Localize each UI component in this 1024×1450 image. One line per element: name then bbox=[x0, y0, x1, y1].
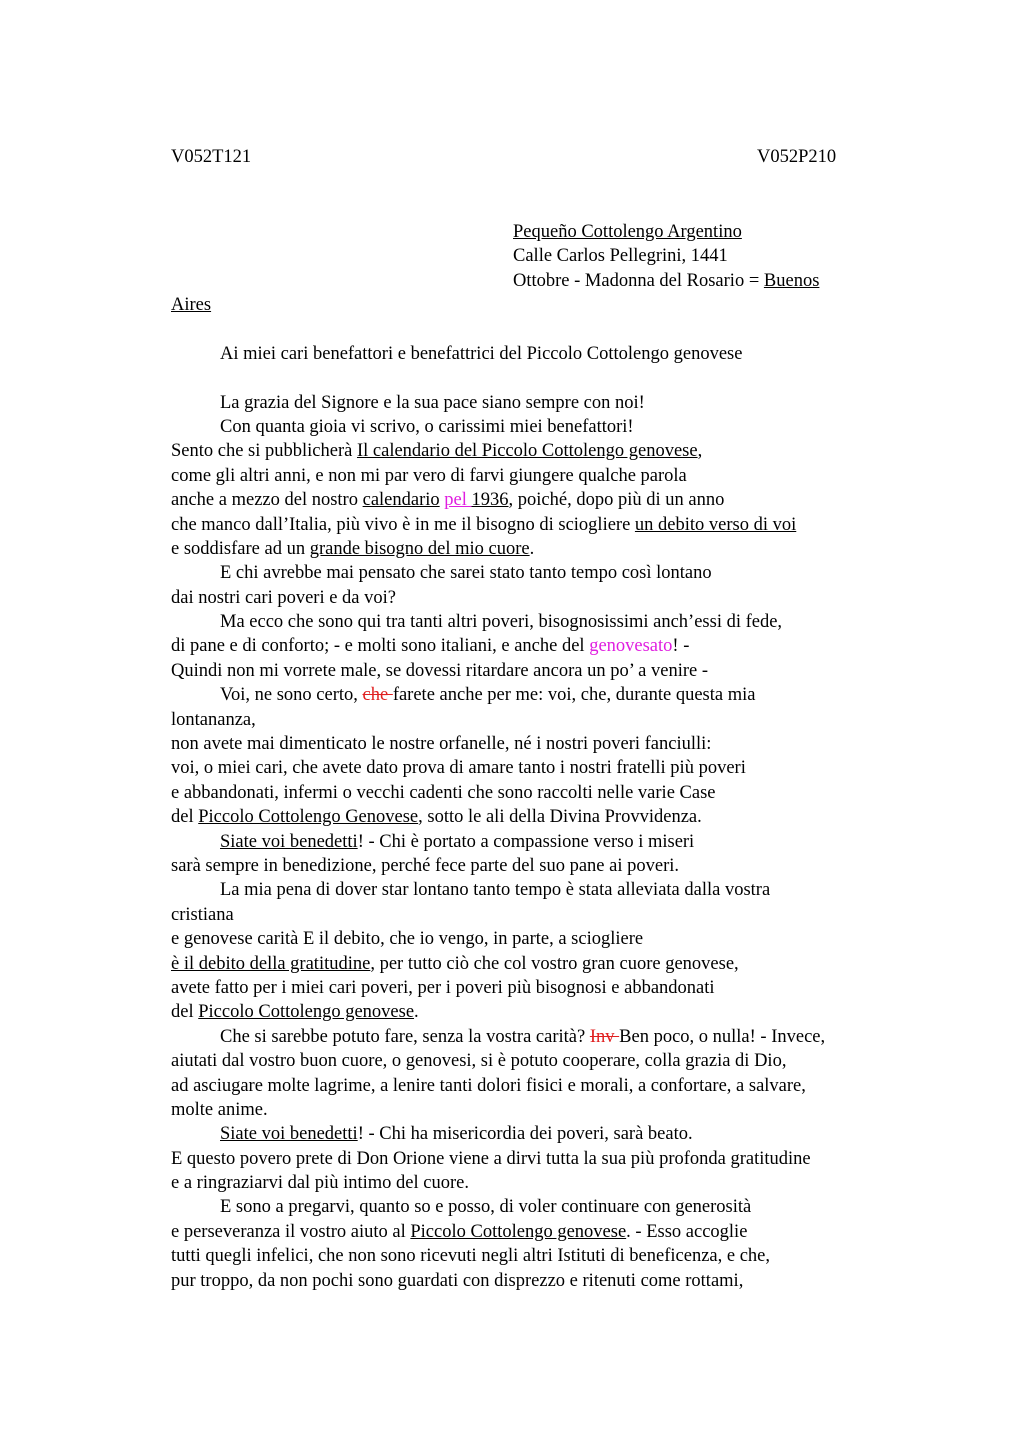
salutation: Ai miei cari benefattori e benefattrici del Piccolo Cottolengo genovese bbox=[220, 343, 743, 364]
letter-line: non avete mai dimenticato le nostre orfanelle, né i nostri poveri fanciulli: bbox=[171, 734, 712, 755]
letter-line: Ma ecco che sono qui tra tanti altri poveri, bisognosissimi anch’essi di fede, bbox=[220, 612, 783, 633]
letter-line: sarà sempre in benedizione, perché fece parte del suo pane ai poveri. bbox=[171, 855, 679, 876]
letter-body bbox=[171, 293, 931, 1293]
letter-line: e abbandonati, infermi o vecchi cadenti che sono raccolti nelle varie Case bbox=[171, 782, 716, 803]
letter-line: e a ringraziarvi dal più intimo del cuore. bbox=[171, 1173, 469, 1194]
letter-line: Siate voi benedetti! - Chi ha misericordia dei poveri, sarà beato. bbox=[220, 1124, 693, 1145]
letter-line: Con quanta gioia vi scrivo, o carissimi miei benefattori! bbox=[220, 416, 634, 437]
address-street: Calle Carlos Pellegrini, 1441 bbox=[513, 246, 728, 267]
letter-line: come gli altri anni, e non mi par vero di farvi giungere qualche parola bbox=[171, 465, 687, 486]
letter-line: del Piccolo Cottolengo Genovese, sotto le ali della Divina Provvidenza. bbox=[171, 807, 702, 828]
letter-line: La mia pena di dover star lontano tanto tempo è stata alleviata dalla vostra bbox=[220, 880, 771, 901]
letter-line: Siate voi benedetti! - Chi è portato a compassione verso i miseri bbox=[220, 831, 695, 852]
letter-line: Voi, ne sono certo, che farete anche per me: voi, che, durante questa mia bbox=[220, 685, 756, 706]
letter-line: di pane e di conforto; - e molti sono italiani, e anche del genovesato! - bbox=[171, 636, 690, 657]
letter-line: ad asciugare molte lagrime, a lenire tanti dolori fisici e morali, a confortare, a salvare, bbox=[171, 1075, 806, 1096]
letter-line: e perseveranza il vostro aiuto al Piccolo Cottolengo genovese. - Esso accoglie bbox=[171, 1221, 748, 1242]
letter-line: La grazia del Signore e la sua pace siano sempre con noi! bbox=[220, 392, 645, 413]
address-block bbox=[513, 220, 819, 293]
letter-line: Che si sarebbe potuto fare, senza la vostra carità? Inv Ben poco, o nulla! - Invece, bbox=[220, 1026, 826, 1047]
document-code-right: V052P210 bbox=[757, 147, 837, 167]
address-date: Ottobre - Madonna del Rosario = bbox=[513, 270, 764, 291]
letter-line: è il debito della gratitudine, per tutto ciò che col vostro gran cuore genovese, bbox=[171, 953, 739, 974]
letter-line: E chi avrebbe mai pensato che sarei stato tanto tempo così lontano bbox=[220, 563, 712, 584]
letter-line: E sono a pregarvi, quanto so e posso, di voler continuare con generosità bbox=[220, 1197, 752, 1218]
letter-line: dai nostri cari poveri e da voi? bbox=[171, 587, 396, 608]
letter-line: cristiana bbox=[171, 904, 234, 925]
letter-line: Sento che si pubblicherà Il calendario del Piccolo Cottolengo genovese, bbox=[171, 441, 703, 462]
letter-line: pur troppo, da non pochi sono guardati con disprezzo e ritenuti come rottami, bbox=[171, 1270, 744, 1291]
letter-line: E questo povero prete di Don Orione viene a dirvi tutta la sua più profonda gratitudine bbox=[171, 1148, 811, 1169]
letter-line: Quindi non mi vorrete male, se dovessi ritardare ancora un po’ a venire - bbox=[171, 660, 708, 681]
letter-line: e genovese carità E il debito, che io vengo, in parte, a sciogliere bbox=[171, 929, 644, 950]
letter-line: anche a mezzo del nostro calendario pel 1936, poiché, dopo più di un anno bbox=[171, 490, 725, 511]
address-city-part1: Buenos bbox=[763, 270, 820, 291]
address-institution: Pequeño Cottolengo Argentino bbox=[513, 222, 742, 242]
letter-line: e soddisfare ad un grande bisogno del mio cuore. bbox=[171, 538, 535, 559]
deleted-word: Inv bbox=[589, 1026, 620, 1047]
deleted-word: che bbox=[362, 685, 393, 706]
letter-line: voi, o miei cari, che avete dato prova di amare tanto i nostri fratelli più poveri bbox=[171, 758, 746, 779]
letter-line: tutti quegli infelici, che non sono ricevuti negli altri Istituti di beneficenza, e che, bbox=[171, 1246, 771, 1267]
highlighted-word: pel bbox=[444, 490, 472, 511]
highlighted-word: genovesato bbox=[589, 636, 673, 657]
letter-line: lontananza, bbox=[171, 709, 256, 730]
letter-line: del Piccolo Cottolengo genovese. bbox=[171, 1002, 419, 1023]
letter-line: aiutati dal vostro buon cuore, o genovesi, si è potuto cooperare, colla grazia di Dio, bbox=[171, 1051, 787, 1072]
letter-line: avete fatto per i miei cari poveri, per i poveri più bisognosi e abbandonati bbox=[171, 977, 715, 998]
letter-line: molte anime. bbox=[171, 1099, 268, 1120]
letter-line: che manco dall’Italia, più vivo è in me il bisogno di sciogliere un debito verso di voi bbox=[171, 514, 797, 535]
address-city-part2: Aires bbox=[171, 295, 212, 315]
document-code-left: V052T121 bbox=[171, 147, 252, 167]
